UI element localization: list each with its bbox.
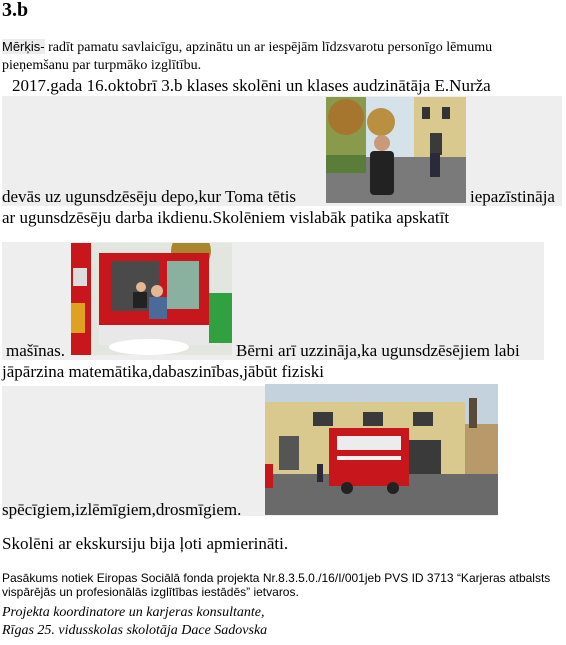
project-note: Pasākums notiek Eiropas Sociālā fonda projekta Nr.8.3.5.0./16/I/001jeb PVS ID 3713 “Karjeras atbalsts vispārējās un profesionālās izglītības iestādēs” ietvaros. bbox=[2, 571, 551, 599]
photo-fire-trucks-at-station bbox=[265, 384, 498, 515]
paragraph-line-6: spēcīgiem,izlēmīgiem,drosmīgiem. bbox=[2, 500, 242, 519]
paragraph-line-3: ar ugunsdzēsēju darba ikdienu.Skolēniem vislabāk patika apskatīt bbox=[2, 208, 450, 227]
paragraph-line-2a: devās uz ugunsdzēsēju depo,kur Toma tētis bbox=[2, 187, 297, 206]
paragraph-line-4b: Bērni arī uzzināja,ka ugunsdzēsējiem labi bbox=[236, 341, 520, 360]
paragraph-line-1: 2017.gada 16.oktobrī 3.b klases skolēni un klases audzinātāja E.Nurža bbox=[12, 76, 491, 95]
photo-children-in-fire-truck bbox=[71, 243, 232, 355]
person-photo-icon bbox=[326, 97, 466, 203]
paragraph-line-4a: mašīnas. bbox=[6, 341, 66, 360]
paragraph-line-2b: iepazīstināja bbox=[470, 187, 555, 206]
goal-statement bbox=[2, 38, 562, 75]
fire-station-photo-icon bbox=[265, 384, 498, 515]
photo-father-at-depot bbox=[326, 97, 466, 203]
fire-truck-photo-icon bbox=[71, 243, 232, 355]
paragraph-line-5: jāpārzina matemātika,dabaszinības,jābūt fiziski bbox=[2, 362, 324, 381]
coordinator-line: Projekta koordinatore un karjeras konsultante, bbox=[2, 605, 265, 620]
teacher-line: Rīgas 25. vidusskolas skolotāja Dace Sadovska bbox=[2, 623, 268, 638]
paragraph-line-7: Skolēni ar ekskursiju bija ļoti apmierināti. bbox=[2, 534, 289, 553]
page-heading: 3.b bbox=[2, 0, 29, 21]
goal-label: Mērķis- bbox=[2, 39, 45, 54]
goal-text: radīt pamatu savlaicīgu, apzinātu un ar iespējām līdzsvarotu personīgo lēmumu pieņemšanu par turpmāko izglītību. bbox=[2, 40, 493, 73]
